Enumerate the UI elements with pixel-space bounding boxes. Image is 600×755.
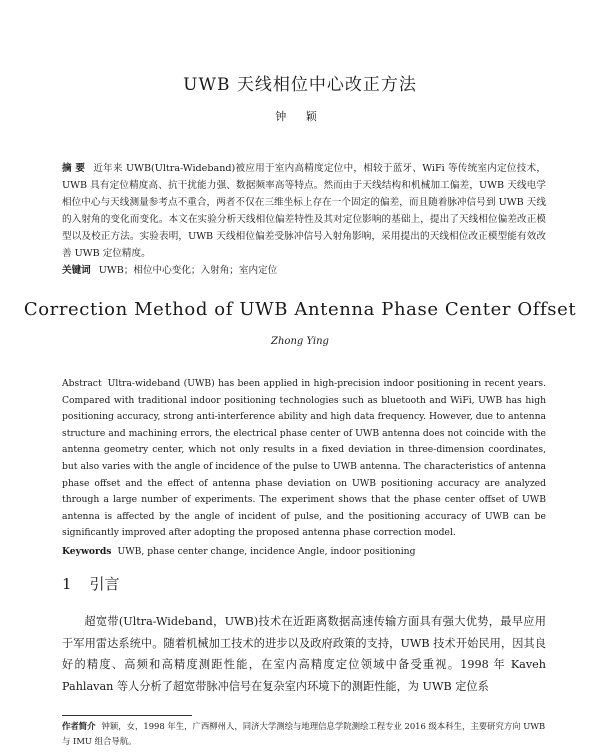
paper-title-cn: UWB 天线相位中心改正方法	[183, 75, 417, 95]
abstract-en	[62, 376, 546, 542]
footnote-divider	[62, 715, 192, 716]
paper-title-en: Correction Method of UWB Antenna Phase Center Offset	[23, 299, 577, 320]
keywords-en-text: UWB, phase center change, incidence Angle, indoor positioning	[117, 546, 416, 557]
footnote-text: 钟颖，女，1998 年生，广西柳州人，同济大学测绘与地理信息学院测绘工程专业 2016 级本科生，主要研究方向 UWB 与 IMU 组合导航。	[62, 721, 546, 746]
abstract-cn-label: 摘 要	[62, 163, 86, 174]
keywords-cn-label: 关键词	[62, 265, 91, 276]
section-title: 引言	[89, 575, 120, 593]
abstract-cn-text: 近年来 UWB(Ultra-Wideband)被应用于室内高精度定位中，相较于蓝牙、WiFi 等传统室内定位技术，UWB 具有定位精度高、抗干扰能力强、数据频率高等特点。然而由于天线结构和机械加工偏差，UWB 天线电学相位中心与天线测量参考点不重合，两者不仅在三维坐标上存在一个固定的偏差，而且随着脉冲信号到 UWB 天线的入射角的变化而变化。本文在实验分析天线相位偏差特性及其对定位影响的基础上，提出了天线相位偏差改正模型以及校正方法。实验表明，UWB 天线相位偏差受脉冲信号入射角影响，采用提出的天线相位改正模型能有效改善 UWB 定位精度。	[62, 163, 547, 259]
author-en: Zhong Ying	[271, 336, 329, 347]
keywords-cn-text: UWB；相位中心变化；入射角；室内定位	[98, 265, 278, 276]
footnote-label: 作者简介	[62, 721, 96, 731]
body-paragraph: 超宽带(Ultra-Wideband，UWB)技术在近距离数据高速传输方面具有强大优势，最早应用于军用雷达系统中。随着机械加工技术的进步以及政府政策的支持，UWB 技术开始民用，因其良好的精度、高频和高精度测距性能，在室内高精度定位领域中备受重视。1998 年 Kaveh Pahlavan 等人分析了超宽带脉冲信号在复杂室内环境下的测距性能，为 UWB 定位系	[62, 615, 546, 693]
section-heading	[62, 573, 120, 594]
section-number: 1	[62, 575, 72, 593]
abstract-cn	[62, 160, 546, 262]
keywords-cn	[62, 262, 546, 276]
keywords-en	[62, 546, 546, 557]
keywords-en-label: Keywords	[62, 546, 112, 557]
abstract-en-text: Ultra-wideband (UWB) has been applied in high-precision indoor positioning in recent years. Compared with traditional indoor positioning technologies such as bluetooth and WiFi, UWB has high positioning accuracy, strong anti-interference ability and high data frequency. However, due to antenna structure and machining errors, the electrical phase center of UWB antenna does not coincide with the antenna geometry center, which not only results in a fixed deviation in three-dimension coordinates, but also varies with the angle of incidence of the pulse to UWB antenna. The characteristics of antenna phase offset and the effect of antenna phase deviation on UWB positioning accuracy are analyzed through a large number of experiments. The experiment shows that the phase center offset of UWB antenna is affected by the angle of incident of pulse, and the positioning accuracy of UWB can be significantly improved after adopting the proposed antenna phase correction model.	[62, 378, 546, 539]
author-footnote	[62, 719, 546, 748]
author-cn: 钟 颖	[275, 110, 325, 123]
abstract-en-label: Abstract	[62, 378, 102, 389]
